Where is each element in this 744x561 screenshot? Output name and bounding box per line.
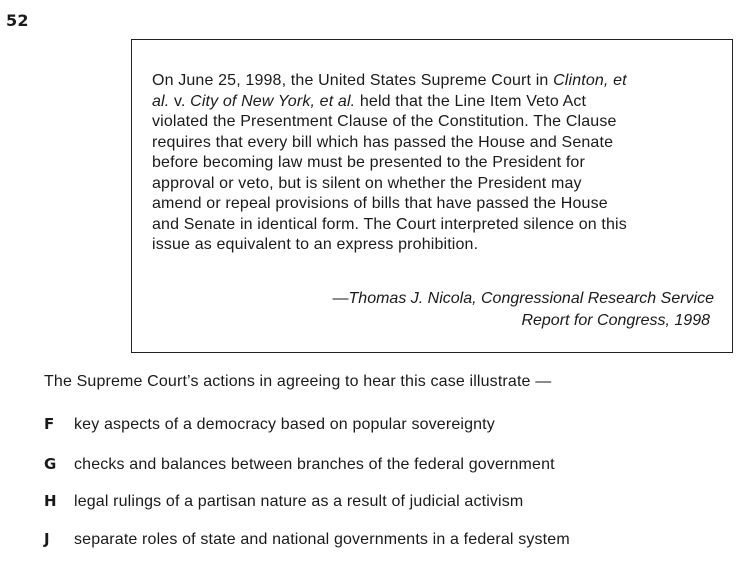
option-text: legal rulings of a partisan nature as a result of judicial activism <box>74 493 524 510</box>
option-letter: F <box>44 415 55 433</box>
option-letter: J <box>44 530 50 548</box>
quote-text-segment: On June 25, 1998, the United States Supreme Court in <box>152 72 554 89</box>
answer-option-h[interactable] <box>44 492 523 511</box>
quote-text-segment: v. <box>169 92 191 110</box>
case-name-italic: City of New York, et al. <box>190 92 356 110</box>
quote-line: before becoming law must be presented to the President for <box>152 154 585 171</box>
option-letter: H <box>44 492 57 510</box>
quote-line <box>152 92 724 113</box>
answer-option-f[interactable] <box>44 415 495 434</box>
quote-attribution <box>333 288 714 332</box>
quote-line <box>152 71 724 92</box>
case-name-italic: Clinton, et <box>553 72 627 89</box>
question-stem: The Supreme Court’s actions in agreeing to hear this case illustrate — <box>44 373 552 390</box>
case-name-italic: al. <box>152 92 170 110</box>
option-text: checks and balances between branches of the federal government <box>74 456 555 473</box>
quote-line: approval or veto, but is silent on whether the President may <box>152 174 582 192</box>
attribution-source: Report for Congress, 1998 <box>521 312 710 329</box>
quote-line: requires that every bill which has passed the House and Senate <box>152 133 614 151</box>
answer-option-j[interactable] <box>44 530 570 549</box>
quote-text-segment: held that the Line Item Veto Act <box>355 92 587 110</box>
answer-option-g[interactable] <box>44 455 555 474</box>
question-number: 52 <box>6 11 29 30</box>
option-letter: G <box>44 455 57 473</box>
quote-line: issue as equivalent to an express prohibition. <box>152 236 479 253</box>
quote-text <box>152 71 724 256</box>
quote-line: and Senate in identical form. The Court interpreted silence on this <box>152 215 627 233</box>
option-text: key aspects of a democracy based on popular sovereignty <box>74 416 495 433</box>
attribution-author: —Thomas J. Nicola, Congressional Research Service <box>332 290 714 307</box>
quote-line: amend or repeal provisions of bills that have passed the House <box>152 195 608 212</box>
option-text: separate roles of state and national governments in a federal system <box>74 531 570 548</box>
quote-line: violated the Presentment Clause of the Constitution. The Clause <box>152 113 617 130</box>
